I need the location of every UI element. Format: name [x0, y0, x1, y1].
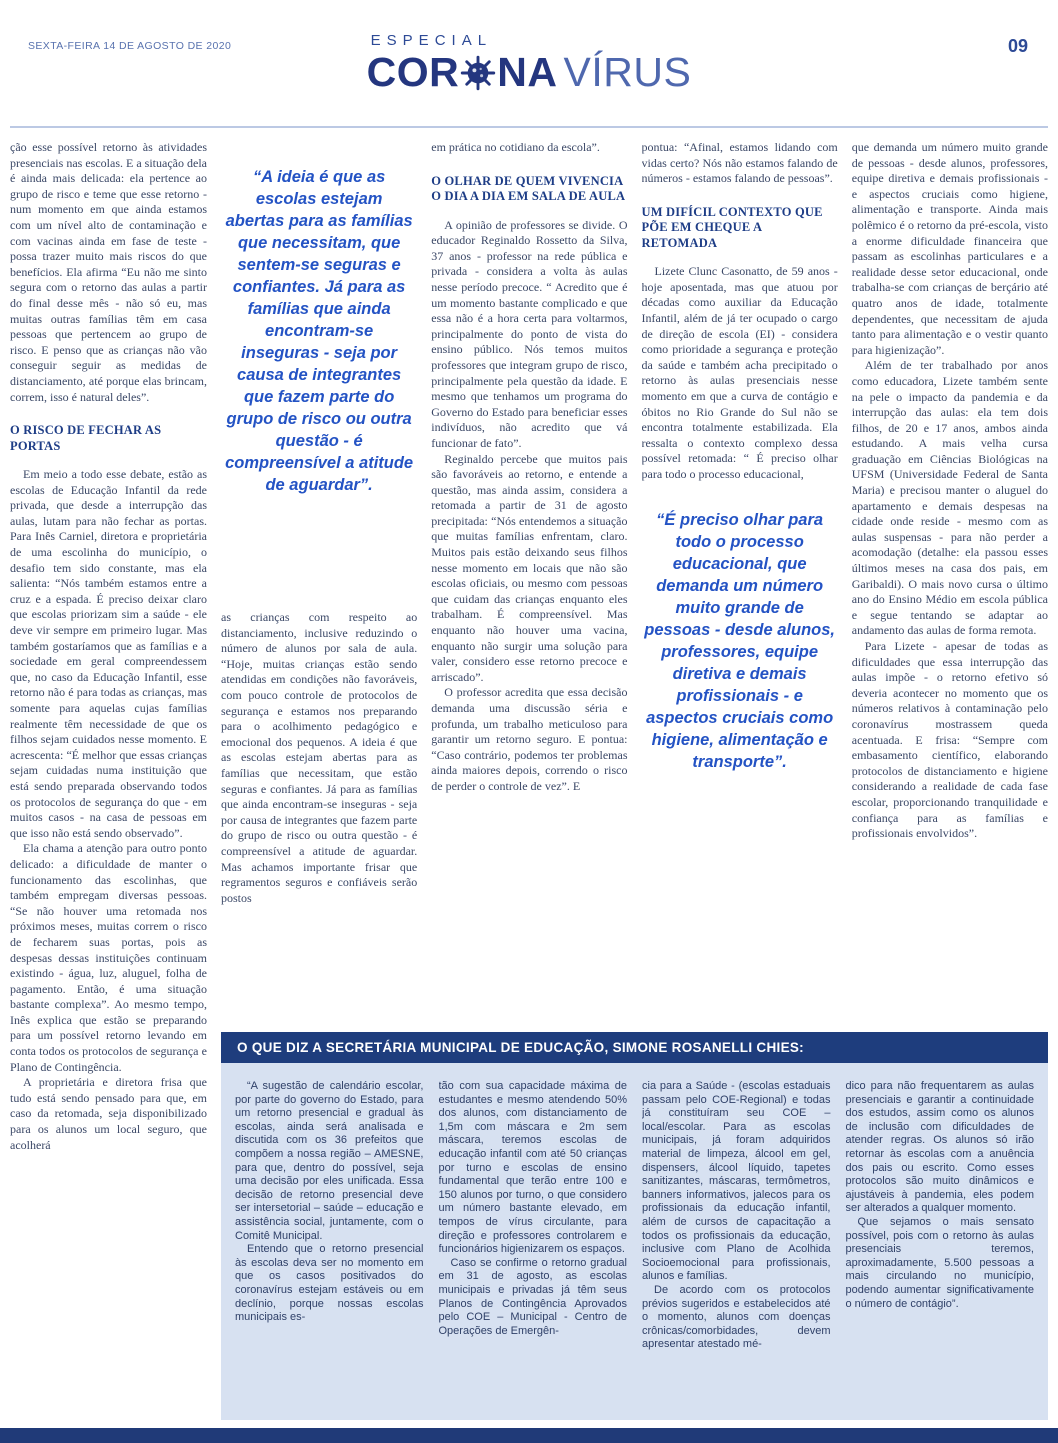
right-area [221, 140, 1048, 1420]
paragraph: Entendo que o retorno presencial às escolas deva ser no momento em que os casos positivados do coronavírus estejam estáveis ou em declínio, porque nossas escolas municipais es- [235, 1243, 424, 1324]
pull-quote-processo: “É preciso olhar para todo o processo educacional, que demanda um número muito grande de pessoas - desde alunos, professores, equipe diretiva e demais profissionais - e aspectos cruciais como higiene, alimentação e transporte”. [644, 510, 835, 771]
virus-icon [460, 54, 496, 90]
column-3 [431, 140, 627, 1024]
paragraph: Lizete Clunc Casonatto, de 59 anos - hoje aposentada, mas que atuou por décadas como auxiliar da Educação Infantil, além de já ter ocupado o cargo de direção de escola (EI) - considera como prioridade a segurança e proteção da saúde e também acha precipitado o retorno às aulas presenciais nesse momento em que a curva de contágio e óbitos no Rio Grande do Sul não se encontra totalmente estabilizada. Ela ressalta o contexto complexo dessa possível retomada: “ É preciso olhar para todo o processo educacional, [641, 264, 838, 481]
paragraph: De acordo com os protocolos prévios sugeridos e estabelecidos até o momento, alunos com doenças crônicas/comorbidades, devem apresentar atestado mé- [642, 1283, 831, 1351]
paragraph: cia para a Saúde - (escolas estaduais passam pelo COE-Regional) e todas já constituíram seu COE – local/escolar. Para as escolas municipais, já foram adquiridos material de limpeza, álcool em gel, dispensers, álcool líquido, tapetes sanitizantes, máscaras, termômetros, banners informativos, jalecos para os profissionais da educação infantil, além de cursos de capacitação a todos os profissionais da educação, inclusive com Plano de Acolhida Socioemocional para profissionais, alunos e famílias. [642, 1080, 831, 1283]
section-heading-risco: O RISCO DE FECHAR AS PORTAS [10, 423, 162, 453]
secretary-column-1 [235, 1080, 424, 1403]
paragraph: dico para não frequentarem as aulas presenciais e garantir a continuidade dos estudos, assim como os alunos de inclusão com dificuldades de atender regras. Os alunos só irão retornar às escolas com a anuência dos pais ou escrito. Como esses protocolos são muito dinâmicos e ajustáveis à pandemia, eles podem ser alterados a qualquer momento. [845, 1080, 1034, 1215]
paragraph: pontua: “Afinal, estamos lidando com vidas certo? Nós não estamos falando de números - estamos falando de pessoas”. [641, 140, 838, 186]
column-5 [852, 140, 1048, 1024]
paragraph: “A sugestão de calendário escolar, por parte do governo do Estado, para um retorno presencial e gradual às escolas, ainda será analisada e discutida com os 36 prefeitos que compõem a nossa região – AMESNE, para que, dentro do possível, seja uma decisão por eles unificada. Essa decisão de retorno presencial deve ser intersetorial – saúde – educação e assistência social, juntamente, com o Comitê Municipal. [235, 1080, 424, 1242]
paragraph: tão com sua capacidade máxima de estudantes e mesmo atendendo 50% dos alunos, com distanciamento de 1,5m com máscara e 2m sem máscara, teremos escolas de educação infantil com até 50 crianças por turno e escolas de ensino fundamental que terão entre 100 e 150 alunos por turno, o que considero um número bastante elevado, em tempos de vírus circulante, para direção e professores controlarem e funcionários higienizarem os espaços. [438, 1080, 627, 1256]
secretary-box [221, 1032, 1048, 1420]
section-kicker: ESPECIAL [370, 32, 493, 49]
paragraph: Ela chama a atenção para outro ponto delicado: a dificuldade de manter o funcionamento das escolinhas, que também empregam diversas pessoas. “Se não houver uma retomada nos próximos meses, muitas correm o risco de fecharem suas portas, pois as despesas dessas instituições continuam existindo - água, luz, aluguel, folha de pagamento. Então, é uma situação bastante complexa”. Ao mesmo tempo, Inês explica que estão se preparando para um possível retorno levando em conta todos os protocolos de segurança e Plano de Contingência. [10, 841, 207, 1074]
masthead [367, 0, 692, 95]
paragraph: Além de ter trabalhado por anos como educadora, Lizete também sente na pele o impacto da pandemia e da interrupção das aulas: ela tem dois filhos, de 20 e 17 anos, ambos ainda estudando. A mais velha cursa graduação em Ciências Biológicas na UFSM (Universidade Federal de Santa Maria) e precisou manter o aluguel do apartamento e demais despesas na cidade onde reside - mesmo com as aulas suspensas - para não perder a acomodação (detalhe: ela passou esses últimos meses na casa dos pais, em Garibaldi). O mais novo cursa o último ano do Ensino Médio em escola pública e segue tentando se adaptar ao andamento das aulas de forma remota. [851, 358, 1048, 638]
title-cor: COR [366, 49, 460, 95]
paragraph: Que sejamos o mais sensato possível, pois com o retorno às aulas presenciais teremos, aproximadamente, 5.500 pessoas a mais circulando no município, podendo aumentar significativamente o número de contágio”. [845, 1215, 1034, 1310]
section-heading-olhar: O OLHAR DE QUEM VIVENCIA O DIA A DIA EM SALA DE AULA [431, 173, 626, 204]
paragraph: A opinião de professores se divide. O educador Reginaldo Rossetto da Silva, 37 anos - professor na rede pública e privada - considera a volta às aulas nesse período precoce. “ Acredito que é um momento bastante complicado e que essa não é a hora certa para voltarmos, principalmente do ponto de vista do ensino público. Nós temos muitos professores que integram grupo de risco, principalmente pela questão da idade. E mesmo que tenhamos um programa do Governo do Estado para beneficiar esses indivíduos, não acredito que vá funcionar de fato”. [431, 217, 628, 450]
column-4 [642, 140, 838, 1024]
secretary-column-2 [439, 1080, 628, 1403]
paragraph: que demanda um número muito grande de pessoas - desde alunos, professores, equipe diretiva e demais profissionais - e aspectos cruciais como higiene, alimentação e transporte. Ainda mais polêmico é o retorno da pré-escola, visto a enorme dificuldade financeira que passam as escolinhas particulares e a realidade desse setor educacional, onde trabalha-se com crianças de berçário até quatro anos de idade, totalmente dependentes, que necessitam de ajuda tanto para alimentação e o vestir quanto para higienização”. [851, 140, 1048, 357]
column-1 [10, 140, 207, 1420]
secretary-box-header: O QUE DIZ A SECRETÁRIA MUNICIPAL DE EDUCAÇÃO, SIMONE ROSANELLI CHIES: [221, 1032, 1048, 1063]
paragraph: Em meio a todo esse debate, estão as escolas de Educação Infantil da rede privada, que desde a interrupção das aulas, lutam para não fechar as portas. Para Inês Carniel, diretora e proprietária de uma escolinha do município, o desafio tem sido constante, mas ela salienta: “Nós também estamos entre a cruz e a espada. É preciso deixar claro que escolas priorizam sim a saúde - ele deve vir sempre em primeiro lugar. Mas também gostaríamos que as famílias e a sociedade em geral compreendessem que, no caso da Educação Infantil, esse retorno não é para todas as crianças, mas somente para aquelas cujas famílias realmente têm necessidade de que os filhos sejam cuidados nesse momento. E acrescenta: “É melhor que essas crianças sejam cuidadas numa instituição que está sendo preparada observando todos os protocolos de segurança do que - em muitos casos - na casa de pessoas em que isso não está sendo observado”. [10, 467, 207, 840]
column-2 [221, 140, 417, 1024]
secretary-column-4 [846, 1080, 1035, 1403]
paragraph: A proprietária e diretora frisa que tudo está sendo pensado para que, em caso da retomada, seja disponibilizado para os alunos um local seguro, que acolherá [10, 1075, 207, 1152]
article-content [0, 128, 1058, 1426]
paragraph: as crianças com respeito ao distanciamento, inclusive reduzindo o número de alunos por sala de aula. “Hoje, muitas crianças estão sendo atendidas em condições não favoráveis, com pouco controle de protocolos de segurança e estamos nos preparando para o acolhimento pedagógico e emocional dos pequenos. A ideia é que as escolas estejam abertas para as famílias que necessitam, que estão seguras e confiantes. Já para as famílias que ainda encontram-se inseguras - seja por causa de integrantes que fazem parte do grupo de risco ou outra questão - é compreensível a atitude de aguardar. Mas achamos importante frisar que regramentos seguros e confiáveis serão postos [221, 610, 418, 905]
secretary-box-body [221, 1063, 1048, 1420]
paragraph: em prática no cotidiano da escola”. [431, 140, 600, 154]
secretary-column-3 [642, 1080, 831, 1403]
section-heading-contexto: UM DIFÍCIL CONTEXTO QUE PÕE EM CHEQUE A RETOMADA [641, 204, 823, 250]
pull-quote-ideia: “A ideia é que as escolas estejam abertas para as famílias que necessitam, que sentem-se seguras e confiantes. Já para as famílias que ainda encontram-se inseguras - seja por causa de integrantes que fazem parte do grupo de risco ou outra questão - é compreensível a atitude de aguardar”. [225, 168, 414, 494]
page-header [0, 0, 1058, 126]
page-number: 09 [1007, 36, 1028, 56]
section-title [367, 49, 692, 95]
edition-date: SEXTA-FEIRA 14 DE AGOSTO DE 2020 [28, 40, 232, 52]
paragraph: Para Lizete - apesar de todas as dificuldades que essa interrupção das aulas impõe - o retorno efetivo só deveria acontecer no momento que os números relativos à contaminação pelo coronavírus mostrassem queda acentuada. E frisa: “Sempre com embasamento científico, elaborando protocolos de distanciamento e higiene considerando a realidade de cada fase escolar, proporcionando tranquilidade e confiança para as famílias e profissionais envolvidos”. [851, 639, 1048, 841]
upper-columns [221, 140, 1048, 1024]
paragraph: O professor acredita que essa decisão demanda uma discussão séria e profunda, um trabalho meticuloso para garantir um retorno seguro. E pontua: “Caso contrário, podemos ter problemas ainda maiores depois, correndo o risco de perder o controle de vez”. E [431, 685, 628, 793]
paragraph: ção esse possível retorno às atividades presenciais nas escolas. E a situação dela é ainda mais delicada: ela pertence ao grupo de risco e teme que esse retorno - num momento em que ainda estamos com um nível alto de contaminação e com vacinas ainda em fase de teste - possa trazer muito mais riscos do que benefícios. Ela afirma “Eu não me sinto segura com o retorno das aulas a partir do final desse mês - não só eu, mas muitas outras famílias têm em casa pessoas que pertencem ao grupo de risco. E penso que as crianças não vão conseguir seguir as medidas de distanciamento, até porque elas brincam, correm, isso é natural deles”. [10, 140, 207, 404]
paragraph: Caso se confirme o retorno gradual em 31 de agosto, as escolas municipais e privadas já têm seus Planos de Contingência Aprovados pelo COE – Municipal - Centro de Operações de Emergên- [438, 1256, 627, 1337]
paragraph: Reginaldo percebe que muitos pais são favoráveis ao retorno, e entende a questão, mas ainda assim, considera a retomada a partir de 31 de agosto precipitada: “Nós entendemos a situação que muitas famílias enfrentam, claro. Muitos pais estão deixando seus filhos nesse momento em locais que não são escolas oficiais, ou mesmo com pessoas que cuidam das crianças enquanto eles trabalham. É compreensível. Mas enquanto não houver uma vacina, enquanto não surgir uma solução para valer, considero esse retorno precoce e arriscado”. [431, 451, 628, 684]
bottom-bar [0, 1428, 1058, 1443]
title-virus: VÍRUS [563, 49, 692, 95]
title-na: NA [497, 49, 558, 95]
